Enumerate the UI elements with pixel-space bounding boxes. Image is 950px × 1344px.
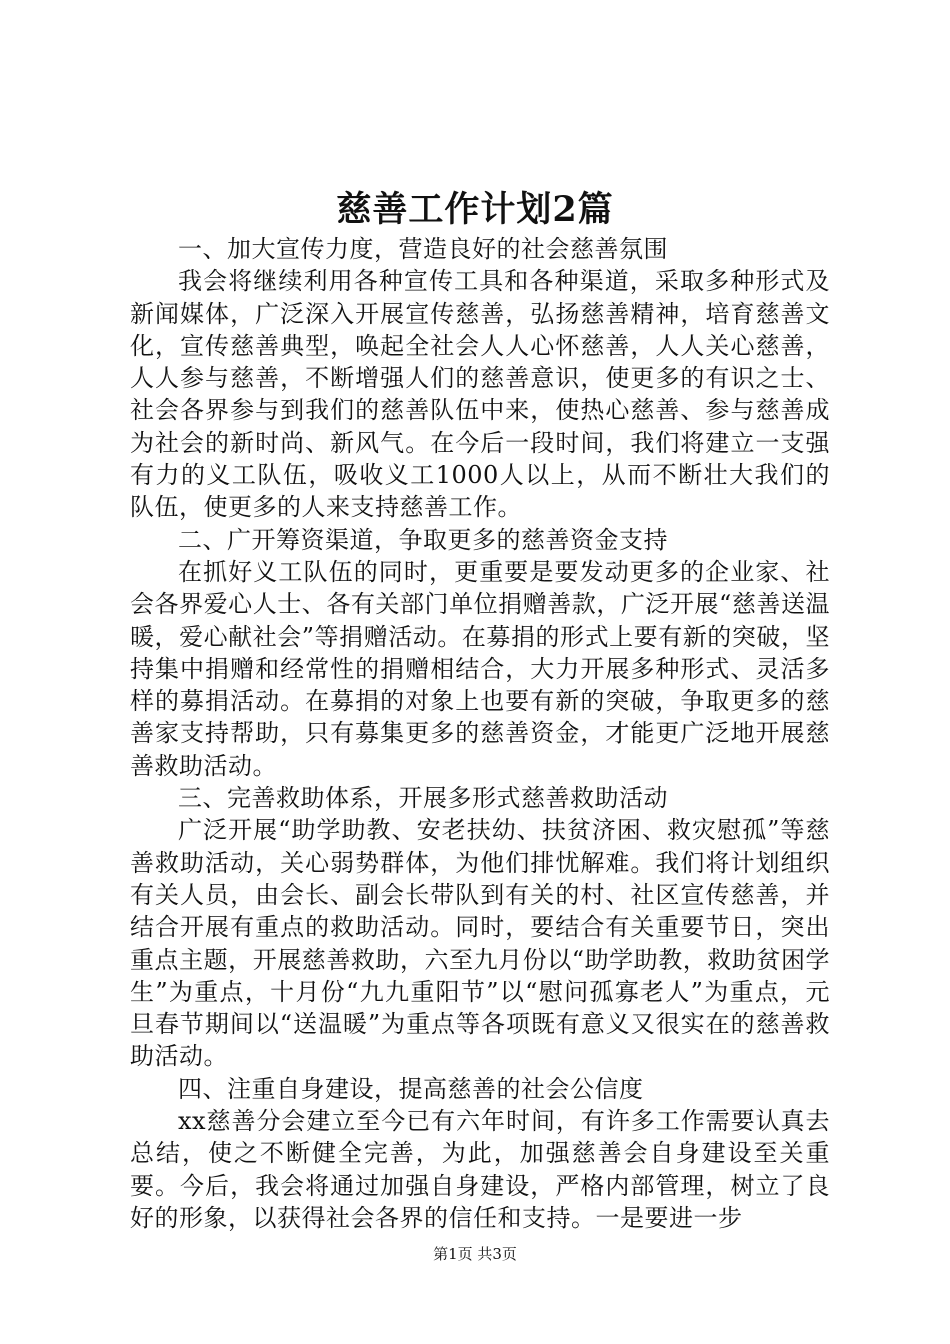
section-paragraph-2: 在抓好义工队伍的同时，更重要是要发动更多的企业家、社会各界爱心人士、各有关部门单位捐赠善款，广泛开展“慈善送温暖，爱心献社会”等捐赠活动。在募捐的形式上要有新的突破，坚持集中捐赠和经常性的捐赠相结合，大力开展多种形式、灵活多样的募捐活动。在募捐的对象上也要有新的突破，争取更多的慈善家支持帮助，只有募集更多的慈善资金，才能更广泛地开展慈善救助活动。	[130, 557, 830, 780]
section-heading-4: 四、注重自身建设，提高慈善的社会公信度	[178, 1074, 644, 1103]
page-footer: 第1页 共3页	[433, 1245, 517, 1263]
section-heading-1: 一、加大宣传力度，营造良好的社会慈善氛围	[178, 235, 668, 263]
document-title: 慈善工作计划2篇	[336, 189, 614, 230]
section-paragraph-3: 广泛开展“助学助教、安老扶幼、扶贫济困、救灾慰孤”等慈善救助活动，关心弱势群体，为他们排忧解难。我们将计划组织有关人员，由会长、副会长带队到有关的村、社区宣传慈善，并结合开展有重点的救助活动。同时，要结合有关重要节日，突出重点主题，开展慈善救助，六至九月份以“助学助教，救助贫困学生”为重点，十月份“九九重阳节”以“慰问孤寡老人”为重点，元旦春节期间以“送温暖”为重点等各项既有意义又很实在的慈善救助活动。	[130, 816, 830, 1071]
section-heading-3: 三、完善救助体系，开展多形式慈善救助活动	[178, 784, 668, 813]
document-body	[130, 233, 830, 1234]
section-paragraph-4: xx慈善分会建立至今已有六年时间，有许多工作需要认真去总结，使之不断健全完善，为此，加强慈善会自身建设至关重要。今后，我会将通过加强自身建设，严格内部管理，树立了良好的形象，以获得社会各界的信任和支持。一是要进一步	[130, 1107, 830, 1232]
section-heading-2: 二、广开筹资渠道，争取更多的慈善资金支持	[178, 525, 668, 554]
section-paragraph-1: 我会将继续利用各种宣传工具和各种渠道，采取多种形式及新闻媒体，广泛深入开展宣传慈善，弘扬慈善精神，培育慈善文化，宣传慈善典型，唤起全社会人人心怀慈善，人人关心慈善，人人参与慈善，不断增强人们的慈善意识，使更多的有识之士、社会各界参与到我们的慈善队伍中来，使热心慈善、参与慈善成为社会的新时尚、新风气。在今后一段时间，我们将建立一支强有力的义工队伍，吸收义工1000人以上，从而不断壮大我们的队伍，使更多的人来支持慈善工作。	[130, 267, 830, 522]
